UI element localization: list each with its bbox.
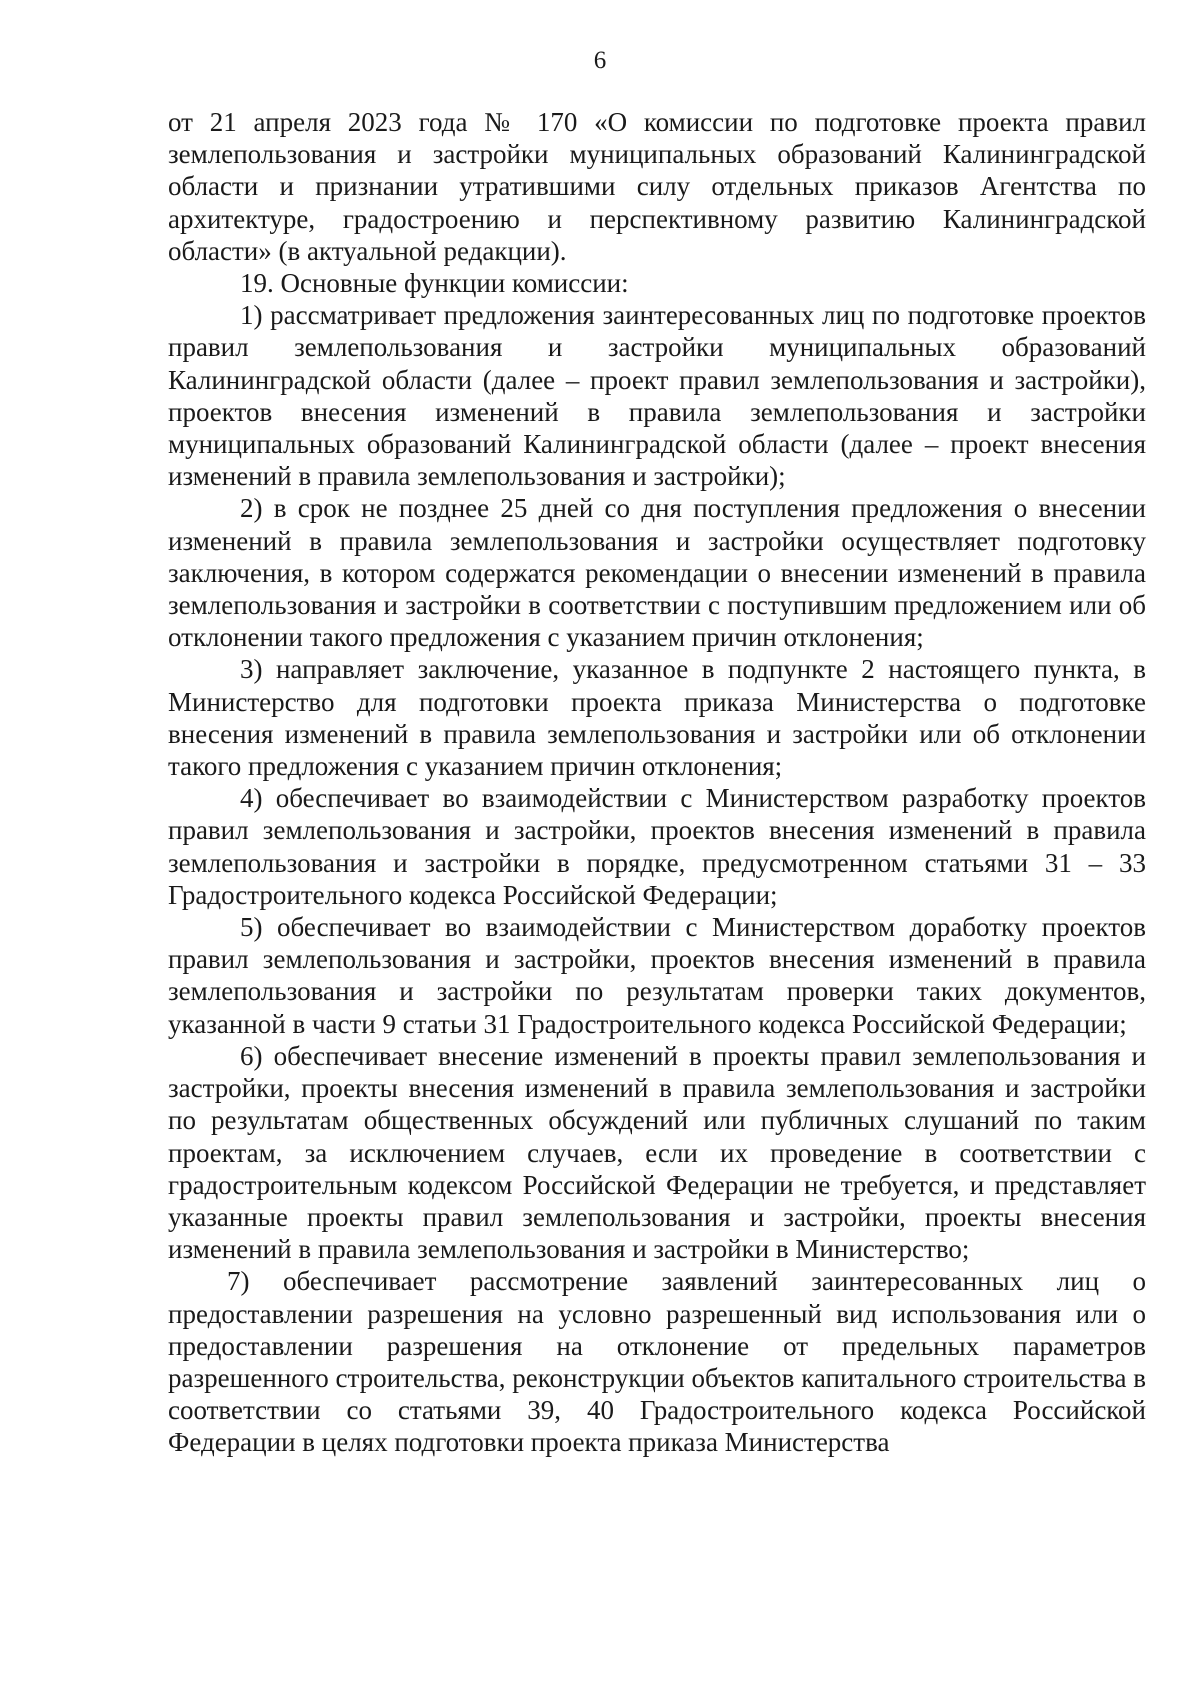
- paragraph-subitem-7: 7) обеспечивает рассмотрение заявлений заинтересованных лиц о предоставлении разрешения на условно разрешенный вид использования или о предоставлении разрешения на отклонение от предельных параметров разрешенного строительства, реконструкции объектов капитального строительства в соответствии со статьями 39, 40 Градостроительного кодекса Российской Федерации в целях подготовки проекта приказа Министерства: [168, 1266, 1146, 1458]
- paragraph-subitem-6: 6) обеспечивает внесение изменений в проекты правил землепользования и застройки, проекты внесения изменений в правила землепользования и застройки по результатам общественных обсуждений или публичных слушаний по таким проектам, за исключением случаев, если их проведение в соответствии с градостроительным кодексом Российской Федерации не требуется, и представляет указанные проекты правил землепользования и застройки, проекты внесения изменений в правила землепользования и застройки в Министерство;: [168, 1040, 1146, 1265]
- paragraph-subitem-1: 1) рассматривает предложения заинтересованных лиц по подготовке проектов правил землепользования и застройки муниципальных образований Калининградской области (далее – проект правил землепользования и застройки), проектов внесения изменений в правила землепользования и застройки муниципальных образований Калининградской области (далее – проект внесения изменений в правила землепользования и застройки);: [168, 300, 1146, 492]
- paragraph-subitem-4: 4) обеспечивает во взаимодействии с Министерством разработку проектов правил землепользования и застройки, проектов внесения изменений в правила землепользования и застройки в порядке, предусмотренном статьями 31 – 33 Градостроительного кодекса Российской Федерации;: [168, 783, 1146, 910]
- paragraph-subitem-3: 3) направляет заключение, указанное в подпункте 2 настоящего пункта, в Министерство для подготовки проекта приказа Министерства о подготовке внесения изменений в правила землепользования и застройки или об отклонении такого предложения с указанием причин отклонения;: [168, 654, 1146, 782]
- document-body: [168, 106, 1146, 1459]
- paragraph-continuation: от 21 апреля 2023 года № 170 «О комиссии по подготовке проекта правил землепользования и застройки муниципальных образований Калининградской области и признании утратившими силу отдельных приказов Агентства по архитектуре, градостроению и перспективному развитию Калининградской области» (в актуальной редакции).: [168, 107, 1146, 266]
- paragraph-item-19: 19. Основные функции комиссии:: [240, 268, 629, 299]
- page-number: 6: [593, 47, 607, 74]
- paragraph-subitem-5: 5) обеспечивает во взаимодействии с Министерством доработку проектов правил землепользования и застройки, проектов внесения изменений в правила землепользования и застройки по результатам проверки таких документов, указанной в части 9 статьи 31 Градостроительного кодекса Российской Федерации;: [168, 912, 1146, 1039]
- paragraph-subitem-2: 2) в срок не позднее 25 дней со дня поступления предложения о внесении изменений в правила землепользования и застройки осуществляет подготовку заключения, в котором содержатся рекомендации о внесении изменений в правила землепользования и застройки в соответствии с поступившим предложением или об отклонении такого предложения с указанием причин отклонения;: [168, 493, 1146, 653]
